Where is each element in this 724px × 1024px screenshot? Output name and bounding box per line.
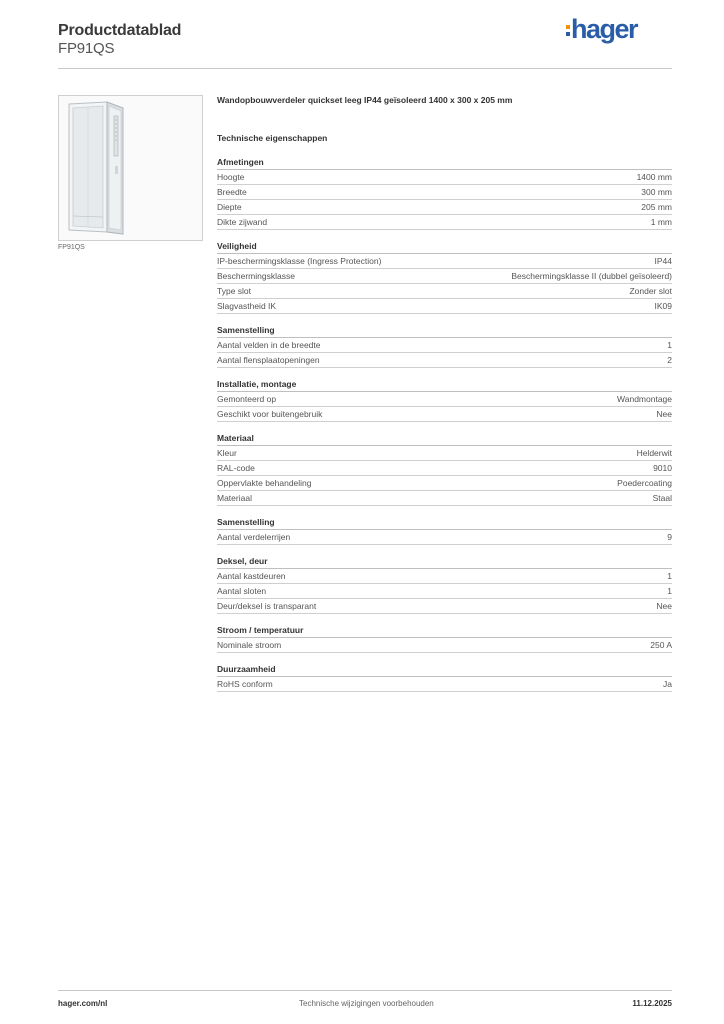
spec-row <box>217 530 672 545</box>
spec-row <box>217 200 672 215</box>
spec-row <box>217 284 672 299</box>
image-caption: FP91QS <box>58 244 85 251</box>
spec-group <box>217 323 672 368</box>
spec-row <box>217 638 672 653</box>
spec-row <box>217 338 672 353</box>
spec-label: Hoogte <box>217 172 245 182</box>
spec-label: Beschermingsklasse <box>217 271 295 281</box>
spec-value: 2 <box>667 355 672 365</box>
spec-label: Kleur <box>217 448 237 458</box>
spec-label: Geschikt voor buitengebruik <box>217 409 323 419</box>
spec-group <box>217 431 672 506</box>
spec-content <box>217 95 672 692</box>
spec-label: RoHS conform <box>217 679 273 689</box>
spec-value: Poedercoating <box>617 478 672 488</box>
spec-group <box>217 155 672 230</box>
spec-value: Zonder slot <box>629 286 672 296</box>
spec-group-title: Deksel, deur <box>217 554 672 569</box>
spec-row <box>217 461 672 476</box>
spec-group-title: Samenstelling <box>217 323 672 338</box>
spec-group-title: Samenstelling <box>217 515 672 530</box>
spec-value: Beschermingsklasse II (dubbel geïsoleerd) <box>511 271 672 281</box>
product-code: FP91QS <box>58 40 115 57</box>
spec-value: 1 mm <box>650 217 672 227</box>
spec-label: Diepte <box>217 202 242 212</box>
spec-row <box>217 392 672 407</box>
product-description: Wandopbouwverdeler quickset leeg IP44 geïsoleerd 1400 x 300 x 205 mm <box>217 95 513 105</box>
spec-group <box>217 515 672 545</box>
spec-label: Dikte zijwand <box>217 217 268 227</box>
spec-group-title: Installatie, montage <box>217 377 672 392</box>
spec-row <box>217 170 672 185</box>
spec-label: Materiaal <box>217 493 252 503</box>
spec-groups <box>217 155 672 692</box>
logo-text: hager <box>571 14 638 44</box>
spec-row <box>217 569 672 584</box>
spec-group <box>217 554 672 614</box>
spec-row <box>217 254 672 269</box>
spec-label: Aantal flensplaatopeningen <box>217 355 320 365</box>
spec-label: RAL-code <box>217 463 255 473</box>
logo-dots-icon <box>566 22 570 39</box>
spec-group <box>217 377 672 422</box>
spec-value: 205 mm <box>641 202 672 212</box>
spec-row <box>217 269 672 284</box>
spec-row <box>217 215 672 230</box>
document-title: Productdatablad <box>58 22 182 39</box>
spec-row <box>217 584 672 599</box>
spec-row <box>217 599 672 614</box>
spec-label: Aantal velden in de breedte <box>217 340 321 350</box>
spec-value: Staal <box>652 493 672 503</box>
spec-value: 300 mm <box>641 187 672 197</box>
spec-label: Oppervlakte behandeling <box>217 478 312 488</box>
product-image <box>58 95 203 241</box>
spec-group-title: Materiaal <box>217 431 672 446</box>
spec-group-title: Stroom / temperatuur <box>217 623 672 638</box>
spec-row <box>217 491 672 506</box>
spec-label: Nominale stroom <box>217 640 282 650</box>
spec-row <box>217 185 672 200</box>
spec-group-title: Duurzaamheid <box>217 662 672 677</box>
spec-value: Nee <box>656 601 672 611</box>
spec-value: 9010 <box>653 463 672 473</box>
spec-value: 9 <box>667 532 672 542</box>
spec-label: Type slot <box>217 286 252 296</box>
spec-group <box>217 623 672 653</box>
hager-logo[interactable] <box>566 14 637 45</box>
spec-value: 1400 mm <box>636 172 672 182</box>
spec-group-title: Afmetingen <box>217 155 672 170</box>
spec-value: IP44 <box>654 256 672 266</box>
technical-properties-heading: Technische eigenschappen <box>217 133 328 143</box>
spec-label: Deur/deksel is transparant <box>217 601 317 611</box>
spec-row <box>217 677 672 692</box>
spec-value: 1 <box>667 571 672 581</box>
footer-disclaimer: Technische wijzigingen voorbehouden <box>299 999 434 1008</box>
spec-label: IP-beschermingsklasse (Ingress Protection) <box>217 256 382 266</box>
spec-value: 1 <box>667 586 672 596</box>
spec-label: Breedte <box>217 187 247 197</box>
footer-date: 11.12.2025 <box>632 999 672 1008</box>
spec-row <box>217 446 672 461</box>
spec-value: Ja <box>663 679 672 689</box>
spec-value: Helderwit <box>636 448 672 458</box>
spec-value: 1 <box>667 340 672 350</box>
spec-row <box>217 353 672 368</box>
spec-label: Slagvastheid IK <box>217 301 277 311</box>
footer-divider <box>58 990 672 991</box>
spec-row <box>217 476 672 491</box>
spec-value: Nee <box>656 409 672 419</box>
spec-row <box>217 299 672 314</box>
header-divider <box>58 68 672 69</box>
spec-label: Aantal kastdeuren <box>217 571 286 581</box>
enclosure-illustration <box>59 96 202 240</box>
spec-label: Gemonteerd op <box>217 394 277 404</box>
spec-row <box>217 407 672 422</box>
spec-group <box>217 239 672 314</box>
spec-value: Wandmontage <box>617 394 672 404</box>
footer-website-link[interactable]: hager.com/nl <box>58 999 108 1008</box>
spec-value: 250 A <box>650 640 672 650</box>
spec-value: IK09 <box>654 301 672 311</box>
spec-label: Aantal verdelerrijen <box>217 532 291 542</box>
spec-group <box>217 662 672 692</box>
spec-label: Aantal sloten <box>217 586 267 596</box>
spec-group-title: Veiligheid <box>217 239 672 254</box>
